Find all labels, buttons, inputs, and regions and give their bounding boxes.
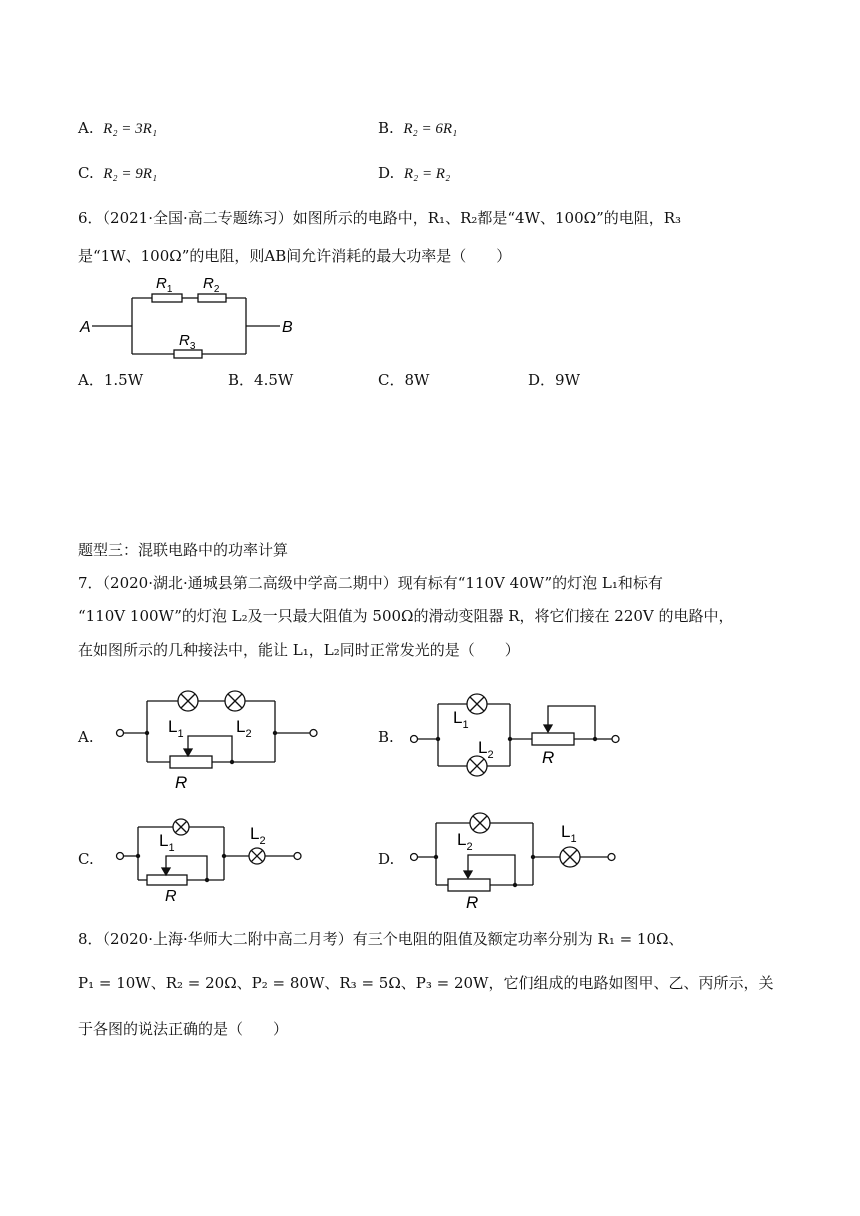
q6-line2: 是“1W、100Ω”的电阻，则AB间允许消耗的最大功率是（ ） <box>78 247 512 265</box>
q7-circuit-d <box>410 810 630 915</box>
q5-option-d: D. R₂ = R₂ <box>378 164 451 182</box>
r1-subscript: 1 <box>166 284 173 295</box>
lamp-l2-subscript: 2 <box>466 841 473 853</box>
q5-option-b: B. R₂ = 6R₁ <box>378 119 458 137</box>
q6-option-d: D．9W <box>528 371 580 389</box>
svg-text:R2 <box>203 275 220 295</box>
r2-subscript: 2 <box>213 284 220 295</box>
r1-label: R <box>156 275 167 292</box>
lamp-l2-label: L <box>478 738 488 757</box>
lamp-l1-label: L <box>561 822 571 841</box>
svg-text:L1 <box>159 831 175 854</box>
lamp-l1-subscript: 1 <box>177 728 184 740</box>
terminal-b-label: B <box>282 319 293 336</box>
rheostat-label: R <box>466 893 479 912</box>
q7-line1: 7．（2020·湖北·通城县第二高级中学高二期中）现有标有“110V 40W”的灯泡 L₁和标有 <box>78 574 663 592</box>
lamp-l2-label: L <box>457 830 467 849</box>
q8-line3: 于各图的说法正确的是（ ） <box>78 1020 289 1038</box>
svg-text:L2 <box>457 830 473 853</box>
lamp-l1-subscript: 1 <box>570 833 577 845</box>
q7-circuit-b <box>410 686 625 786</box>
q7-option-a-letter: A. <box>78 728 94 746</box>
lamp-l1-label: L <box>168 717 178 736</box>
lamp-l2-subscript: 2 <box>245 728 252 740</box>
r3-label: R <box>179 332 190 349</box>
lamp-l1-label: L <box>159 831 169 850</box>
q7-option-b-letter: B. <box>378 728 394 746</box>
q7-circuit-c <box>112 812 312 912</box>
lamp-l1-subscript: 1 <box>462 719 469 731</box>
svg-text:L2 <box>250 824 266 847</box>
q8-line1: 8．（2020·上海·华师大二附中高二月考）有三个电阻的阻值及额定功率分别为 R₁ = 10Ω、 <box>78 930 684 948</box>
q7-line2: “110V 100W”的灯泡 L₂及一只最大阻值为 500Ω的滑动变阻器 R，将它们接在 220V 的电路中， <box>78 607 734 625</box>
svg-text:L1 <box>561 822 577 845</box>
svg-text:R3 <box>179 332 196 352</box>
q6-line1: 6．（2021·全国·高二专题练习）如图所示的电路中，R₁、R₂都是“4W、100Ω”的电阻，R₃ <box>78 209 682 227</box>
svg-text:L1 <box>168 717 184 740</box>
r3-subscript: 3 <box>189 341 196 352</box>
lamp-l1-subscript: 1 <box>168 842 175 854</box>
q8-line2: P₁ = 10W、R₂ = 20Ω、P₂ = 80W、R₃ = 5Ω、P₃ = 20W，它们组成的电路如图甲、乙、丙所示，关 <box>78 974 774 992</box>
terminal-a-label: A <box>80 319 91 336</box>
svg-text:R1 <box>156 275 173 295</box>
lamp-l2-label: L <box>236 717 246 736</box>
rheostat-label: R <box>175 773 188 792</box>
q7-option-d-letter: D. <box>378 850 395 868</box>
lamp-l2-label: L <box>250 824 260 843</box>
q5-option-c: C. R₂ = 9R₁ <box>78 164 158 182</box>
q6-option-b: B．4.5W <box>228 371 294 389</box>
q5-option-a: A. R₂ = 3R₁ <box>78 119 158 137</box>
q7-option-c-letter: C. <box>78 850 94 868</box>
lamp-l1-label: L <box>453 708 463 727</box>
svg-text:L1 <box>453 708 469 731</box>
svg-text:L2 <box>236 717 252 740</box>
q7-line3: 在如图所示的几种接法中，能让 L₁，L₂同时正常发光的是（ ） <box>78 641 520 659</box>
q6-option-c: C．8W <box>378 371 430 389</box>
rheostat-label: R <box>165 888 177 905</box>
lamp-l2-subscript: 2 <box>487 749 494 761</box>
section-title: 题型三：混联电路中的功率计算 <box>78 541 289 559</box>
r2-label: R <box>203 275 214 292</box>
rheostat-label: R <box>542 748 555 767</box>
svg-text:L2 <box>478 738 494 761</box>
lamp-l2-subscript: 2 <box>259 835 266 847</box>
q6-option-a: A．1.5W <box>78 371 144 389</box>
q6-circuit-diagram <box>78 268 308 363</box>
q7-circuit-a <box>112 684 327 794</box>
